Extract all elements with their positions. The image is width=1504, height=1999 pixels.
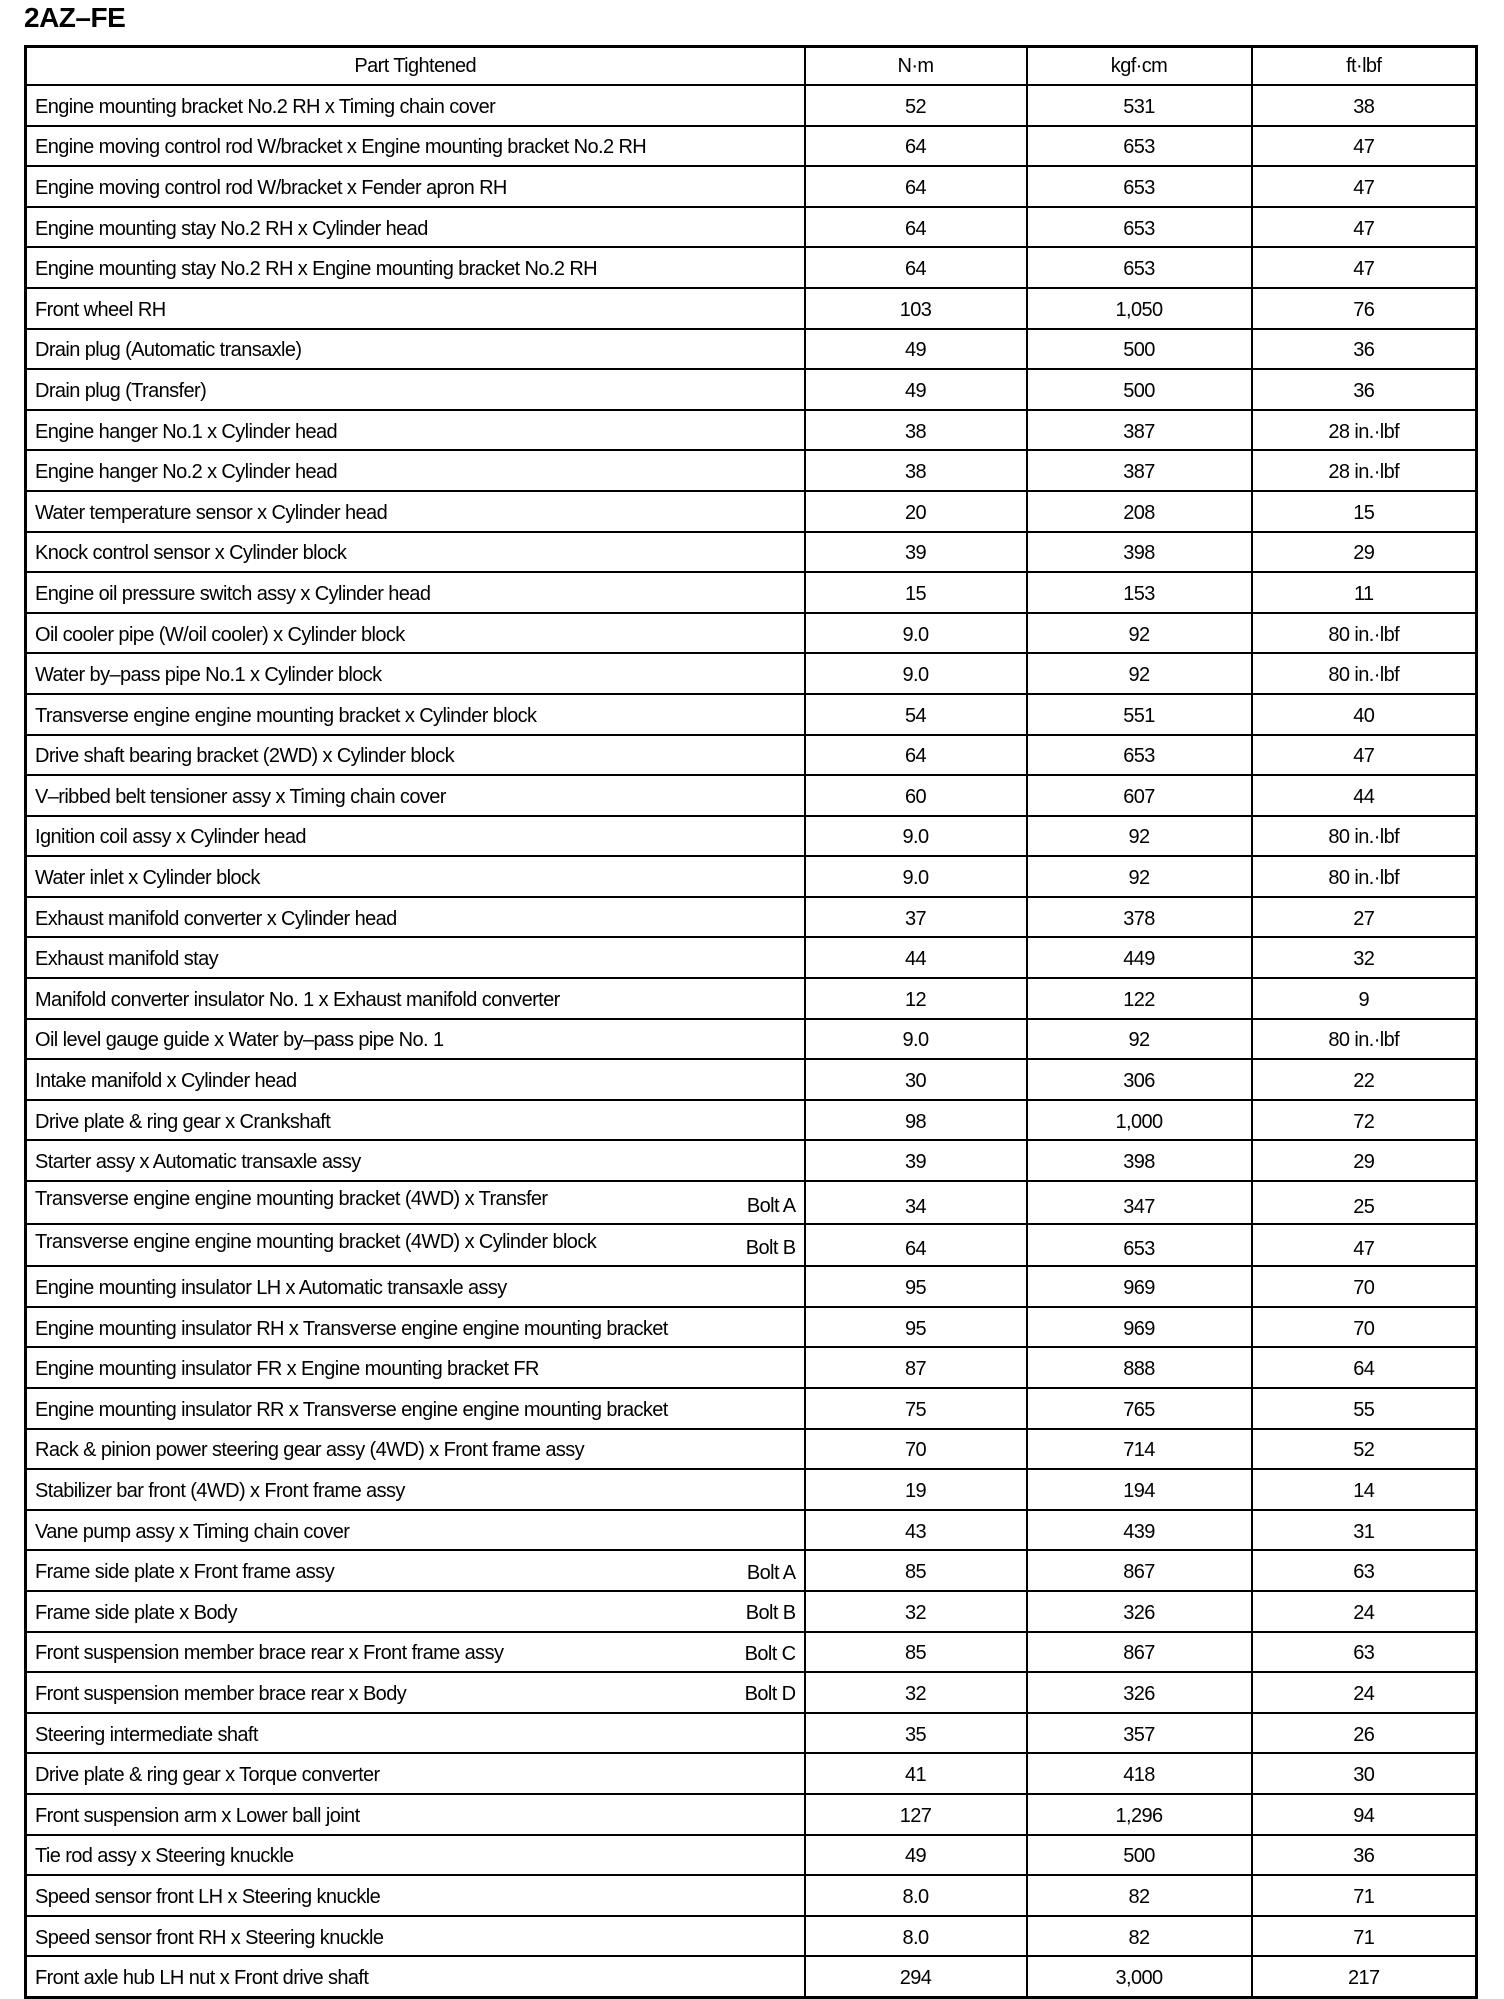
nm-cell: 49 (805, 369, 1027, 410)
table-row (26, 126, 1477, 167)
kgfcm-cell: 888 (1027, 1347, 1252, 1388)
nm-cell: 44 (805, 937, 1027, 978)
part-name: Exhaust manifold converter x Cylinder head (35, 907, 397, 930)
part-name: Engine mounting stay No.2 RH x Engine mounting bracket No.2 RH (35, 258, 597, 281)
table-row (26, 1347, 1477, 1388)
kgfcm-cell: 1,050 (1027, 288, 1252, 329)
ftlbf-cell: 36 (1252, 329, 1477, 370)
nm-cell: 15 (805, 572, 1027, 613)
table-row (26, 1550, 1477, 1591)
part-name: Engine oil pressure switch assy x Cylinder head (35, 582, 431, 605)
kgfcm-cell: 867 (1027, 1632, 1252, 1673)
nm-cell: 43 (805, 1510, 1027, 1551)
ftlbf-cell: 52 (1252, 1429, 1477, 1470)
ftlbf-cell: 72 (1252, 1100, 1477, 1141)
part-name: Drive plate & ring gear x Crankshaft (35, 1110, 331, 1133)
ftlbf-cell: 28 in.·lbf (1252, 410, 1477, 451)
table-row (26, 207, 1477, 248)
ftlbf-cell: 32 (1252, 937, 1477, 978)
part-name: Engine mounting stay No.2 RH x Cylinder head (35, 217, 428, 240)
table-row (26, 1469, 1477, 1510)
ftlbf-cell: 80 in.·lbf (1252, 653, 1477, 694)
table-row (26, 1266, 1477, 1307)
kgfcm-cell: 867 (1027, 1550, 1252, 1591)
kgfcm-cell: 531 (1027, 85, 1252, 126)
part-name: Speed sensor front LH x Steering knuckle (35, 1885, 381, 1908)
part-cell (26, 491, 805, 532)
nm-cell: 30 (805, 1059, 1027, 1100)
kgfcm-cell: 449 (1027, 937, 1252, 978)
kgfcm-cell: 92 (1027, 816, 1252, 857)
part-cell (26, 1266, 805, 1307)
table-row (26, 937, 1477, 978)
nm-cell: 8.0 (805, 1875, 1027, 1916)
ftlbf-cell: 80 in.·lbf (1252, 613, 1477, 654)
ftlbf-cell: 64 (1252, 1347, 1477, 1388)
kgfcm-cell: 398 (1027, 532, 1252, 573)
part-name: Steering intermediate shaft (35, 1723, 258, 1746)
table-row (26, 1510, 1477, 1551)
column-header-kgfcm: kgf·cm (1027, 47, 1252, 86)
part-cell (26, 937, 805, 978)
table-row (26, 1059, 1477, 1100)
bolt-label: Bolt A (746, 1561, 796, 1584)
nm-cell: 64 (805, 126, 1027, 167)
nm-cell: 37 (805, 897, 1027, 938)
part-name: Stabilizer bar front (4WD) x Front frame assy (35, 1479, 405, 1502)
kgfcm-cell: 194 (1027, 1469, 1252, 1510)
table-row (26, 978, 1477, 1019)
ftlbf-cell: 71 (1252, 1916, 1477, 1957)
kgfcm-cell: 653 (1027, 126, 1252, 167)
ftlbf-cell: 47 (1252, 207, 1477, 248)
part-name: Ignition coil assy x Cylinder head (35, 826, 306, 849)
kgfcm-cell: 398 (1027, 1140, 1252, 1181)
table-row (26, 613, 1477, 654)
part-name: Drain plug (Transfer) (35, 379, 207, 402)
part-name: Rack & pinion power steering gear assy (4WD) x Front frame assy (35, 1439, 585, 1462)
part-cell (26, 369, 805, 410)
part-cell (26, 1469, 805, 1510)
table-row (26, 775, 1477, 816)
part-name: Speed sensor front RH x Steering knuckle (35, 1926, 384, 1949)
part-name: Water temperature sensor x Cylinder head (35, 501, 388, 524)
kgfcm-cell: 551 (1027, 694, 1252, 735)
kgfcm-cell: 969 (1027, 1266, 1252, 1307)
part-cell (26, 572, 805, 613)
table-row (26, 735, 1477, 776)
part-cell (26, 85, 805, 126)
nm-cell: 49 (805, 1835, 1027, 1876)
ftlbf-cell: 29 (1252, 1140, 1477, 1181)
part-name: Transverse engine engine mounting bracket x Cylinder block (35, 704, 537, 727)
ftlbf-cell: 63 (1252, 1550, 1477, 1591)
table-row (26, 1140, 1477, 1181)
part-name: Engine mounting insulator LH x Automatic transaxle assy (35, 1277, 507, 1300)
nm-cell: 103 (805, 288, 1027, 329)
table-row (26, 410, 1477, 451)
table-row (26, 491, 1477, 532)
ftlbf-cell: 80 in.·lbf (1252, 816, 1477, 857)
nm-cell: 9.0 (805, 856, 1027, 897)
ftlbf-cell: 80 in.·lbf (1252, 1019, 1477, 1060)
nm-cell: 9.0 (805, 816, 1027, 857)
ftlbf-cell: 11 (1252, 572, 1477, 613)
ftlbf-cell: 36 (1252, 1835, 1477, 1876)
bolt-label: Bolt C (744, 1642, 796, 1665)
part-cell (26, 1510, 805, 1551)
part-cell (26, 978, 805, 1019)
part-name: Oil level gauge guide x Water by–pass pipe No. 1 (35, 1029, 444, 1052)
table-row (26, 1794, 1477, 1835)
part-name: Front suspension arm x Lower ball joint (35, 1804, 360, 1827)
table-row (26, 856, 1477, 897)
nm-cell: 39 (805, 1140, 1027, 1181)
part-name: Manifold converter insulator No. 1 x Exhaust manifold converter (35, 988, 560, 1011)
nm-cell: 38 (805, 410, 1027, 451)
nm-cell: 32 (805, 1591, 1027, 1632)
kgfcm-cell: 439 (1027, 1510, 1252, 1551)
part-cell (26, 1713, 805, 1754)
ftlbf-cell: 29 (1252, 532, 1477, 573)
part-cell (26, 1019, 805, 1060)
ftlbf-cell: 15 (1252, 491, 1477, 532)
kgfcm-cell: 653 (1027, 207, 1252, 248)
kgfcm-cell: 92 (1027, 856, 1252, 897)
part-name: Water inlet x Cylinder block (35, 867, 260, 890)
ftlbf-cell: 55 (1252, 1388, 1477, 1429)
column-header-nm: N·m (805, 47, 1027, 86)
part-cell (26, 775, 805, 816)
kgfcm-cell: 92 (1027, 1019, 1252, 1060)
ftlbf-cell: 38 (1252, 85, 1477, 126)
part-name: Engine mounting insulator RR x Transverse engine engine mounting bracket (35, 1398, 668, 1421)
part-name: Front suspension member brace rear x Front frame assy (35, 1642, 504, 1665)
kgfcm-cell: 82 (1027, 1916, 1252, 1957)
part-name: Engine mounting insulator FR x Engine mounting bracket FR (35, 1358, 539, 1381)
kgfcm-cell: 387 (1027, 410, 1252, 451)
part-cell (26, 1307, 805, 1348)
part-cell (26, 1875, 805, 1916)
table-row (26, 816, 1477, 857)
part-cell (26, 1672, 805, 1713)
ftlbf-cell: 28 in.·lbf (1252, 450, 1477, 491)
part-name: Engine hanger No.2 x Cylinder head (35, 461, 338, 484)
kgfcm-cell: 153 (1027, 572, 1252, 613)
kgfcm-cell: 714 (1027, 1429, 1252, 1470)
nm-cell: 49 (805, 329, 1027, 370)
part-name: Engine mounting insulator RH x Transverse engine engine mounting bracket (35, 1317, 668, 1340)
column-header-part: Part Tightened (26, 47, 805, 86)
part-cell (26, 1140, 805, 1181)
kgfcm-cell: 500 (1027, 329, 1252, 370)
nm-cell: 98 (805, 1100, 1027, 1141)
part-name: Exhaust manifold stay (35, 948, 219, 971)
table-row (26, 1224, 1477, 1267)
kgfcm-cell: 326 (1027, 1672, 1252, 1713)
ftlbf-cell: 63 (1252, 1632, 1477, 1673)
part-name: Knock control sensor x Cylinder block (35, 542, 347, 565)
part-cell (26, 1956, 805, 1997)
bolt-label: Bolt D (744, 1683, 796, 1706)
part-cell (26, 126, 805, 167)
nm-cell: 9.0 (805, 1019, 1027, 1060)
kgfcm-cell: 378 (1027, 897, 1252, 938)
ftlbf-cell: 71 (1252, 1875, 1477, 1916)
part-cell (26, 1388, 805, 1429)
ftlbf-cell: 47 (1252, 735, 1477, 776)
ftlbf-cell: 27 (1252, 897, 1477, 938)
ftlbf-cell: 70 (1252, 1266, 1477, 1307)
ftlbf-cell: 30 (1252, 1753, 1477, 1794)
ftlbf-cell: 40 (1252, 694, 1477, 735)
table-row (26, 85, 1477, 126)
ftlbf-cell: 9 (1252, 978, 1477, 1019)
table-header-row (26, 47, 1477, 86)
part-cell (26, 1632, 805, 1673)
table-row (26, 1916, 1477, 1957)
part-cell (26, 247, 805, 288)
part-cell (26, 694, 805, 735)
table-row (26, 1591, 1477, 1632)
ftlbf-cell: 217 (1252, 1956, 1477, 1997)
table-row (26, 1100, 1477, 1141)
kgfcm-cell: 418 (1027, 1753, 1252, 1794)
part-cell (26, 166, 805, 207)
table-row (26, 329, 1477, 370)
nm-cell: 87 (805, 1347, 1027, 1388)
nm-cell: 75 (805, 1388, 1027, 1429)
table-row (26, 166, 1477, 207)
part-name: Frame side plate x Front frame assy (35, 1561, 335, 1584)
part-cell (26, 1550, 805, 1591)
kgfcm-cell: 208 (1027, 491, 1252, 532)
kgfcm-cell: 653 (1027, 1224, 1252, 1267)
kgfcm-cell: 326 (1027, 1591, 1252, 1632)
ftlbf-cell: 36 (1252, 369, 1477, 410)
table-row (26, 572, 1477, 613)
part-cell (26, 856, 805, 897)
nm-cell: 95 (805, 1266, 1027, 1307)
kgfcm-cell: 387 (1027, 450, 1252, 491)
nm-cell: 32 (805, 1672, 1027, 1713)
table-row (26, 1429, 1477, 1470)
part-cell (26, 735, 805, 776)
bolt-label: Bolt B (745, 1237, 796, 1260)
table-row (26, 532, 1477, 573)
part-name: Tie rod assy x Steering knuckle (35, 1845, 294, 1868)
table-row (26, 1307, 1477, 1348)
nm-cell: 64 (805, 207, 1027, 248)
table-row (26, 1181, 1477, 1224)
ftlbf-cell: 80 in.·lbf (1252, 856, 1477, 897)
nm-cell: 54 (805, 694, 1027, 735)
part-cell (26, 207, 805, 248)
part-name: Drive plate & ring gear x Torque converter (35, 1764, 380, 1787)
table-row (26, 897, 1477, 938)
nm-cell: 85 (805, 1550, 1027, 1591)
nm-cell: 64 (805, 1224, 1027, 1267)
ftlbf-cell: 14 (1252, 1469, 1477, 1510)
ftlbf-cell: 25 (1252, 1181, 1477, 1224)
part-cell (26, 1429, 805, 1470)
kgfcm-cell: 347 (1027, 1181, 1252, 1224)
ftlbf-cell: 26 (1252, 1713, 1477, 1754)
part-name: Vane pump assy x Timing chain cover (35, 1520, 350, 1543)
table-row (26, 653, 1477, 694)
part-name: Front suspension member brace rear x Body (35, 1682, 407, 1705)
ftlbf-cell: 94 (1252, 1794, 1477, 1835)
part-cell (26, 1100, 805, 1141)
ftlbf-cell: 24 (1252, 1591, 1477, 1632)
nm-cell: 294 (805, 1956, 1027, 1997)
kgfcm-cell: 500 (1027, 369, 1252, 410)
part-cell (26, 1059, 805, 1100)
part-name: Drain plug (Automatic transaxle) (35, 339, 302, 362)
nm-cell: 64 (805, 166, 1027, 207)
part-name: Transverse engine engine mounting bracket (4WD) x Transfer (35, 1188, 548, 1211)
part-name: Engine hanger No.1 x Cylinder head (35, 420, 338, 443)
part-cell (26, 1224, 805, 1267)
part-cell (26, 410, 805, 451)
part-name: Frame side plate x Body (35, 1601, 237, 1624)
part-cell (26, 613, 805, 654)
ftlbf-cell: 47 (1252, 247, 1477, 288)
column-header-ftlbf: ft·lbf (1252, 47, 1477, 86)
part-name: Oil cooler pipe (W/oil cooler) x Cylinder block (35, 623, 405, 646)
part-name: Intake manifold x Cylinder head (35, 1070, 297, 1093)
part-cell (26, 897, 805, 938)
nm-cell: 60 (805, 775, 1027, 816)
table-row (26, 450, 1477, 491)
ftlbf-cell: 44 (1252, 775, 1477, 816)
kgfcm-cell: 653 (1027, 247, 1252, 288)
table-row (26, 1632, 1477, 1673)
kgfcm-cell: 653 (1027, 735, 1252, 776)
nm-cell: 19 (805, 1469, 1027, 1510)
part-cell (26, 1181, 805, 1224)
ftlbf-cell: 24 (1252, 1672, 1477, 1713)
kgfcm-cell: 92 (1027, 653, 1252, 694)
ftlbf-cell: 70 (1252, 1307, 1477, 1348)
part-cell (26, 532, 805, 573)
part-name: Front axle hub LH nut x Front drive shaft (35, 1967, 369, 1990)
nm-cell: 64 (805, 247, 1027, 288)
table-row (26, 288, 1477, 329)
part-cell (26, 329, 805, 370)
part-name: Drive shaft bearing bracket (2WD) x Cylinder block (35, 745, 455, 768)
kgfcm-cell: 82 (1027, 1875, 1252, 1916)
part-cell (26, 450, 805, 491)
table-row (26, 1019, 1477, 1060)
part-cell (26, 288, 805, 329)
table-row (26, 1835, 1477, 1876)
nm-cell: 12 (805, 978, 1027, 1019)
nm-cell: 85 (805, 1632, 1027, 1673)
kgfcm-cell: 1,000 (1027, 1100, 1252, 1141)
kgfcm-cell: 306 (1027, 1059, 1252, 1100)
page-title: 2AZ–FE (24, 2, 126, 33)
part-cell (26, 1591, 805, 1632)
part-cell (26, 1916, 805, 1957)
part-cell (26, 653, 805, 694)
part-name: Starter assy x Automatic transaxle assy (35, 1151, 361, 1174)
part-cell (26, 1753, 805, 1794)
nm-cell: 41 (805, 1753, 1027, 1794)
part-name: Engine mounting bracket No.2 RH x Timing chain cover (35, 95, 496, 118)
part-cell (26, 1794, 805, 1835)
part-name: Water by–pass pipe No.1 x Cylinder block (35, 664, 382, 687)
ftlbf-cell: 31 (1252, 1510, 1477, 1551)
table-row (26, 1672, 1477, 1713)
kgfcm-cell: 3,000 (1027, 1956, 1252, 1997)
table-row (26, 1713, 1477, 1754)
bolt-label: Bolt B (745, 1602, 796, 1625)
ftlbf-cell: 47 (1252, 126, 1477, 167)
nm-cell: 127 (805, 1794, 1027, 1835)
kgfcm-cell: 1,296 (1027, 1794, 1252, 1835)
part-name: Front wheel RH (35, 298, 166, 321)
nm-cell: 8.0 (805, 1916, 1027, 1957)
table-row (26, 369, 1477, 410)
nm-cell: 39 (805, 532, 1027, 573)
nm-cell: 52 (805, 85, 1027, 126)
nm-cell: 35 (805, 1713, 1027, 1754)
nm-cell: 9.0 (805, 613, 1027, 654)
nm-cell: 20 (805, 491, 1027, 532)
kgfcm-cell: 969 (1027, 1307, 1252, 1348)
table-row (26, 247, 1477, 288)
kgfcm-cell: 653 (1027, 166, 1252, 207)
bolt-label: Bolt A (746, 1194, 796, 1217)
nm-cell: 64 (805, 735, 1027, 776)
nm-cell: 34 (805, 1181, 1027, 1224)
kgfcm-cell: 500 (1027, 1835, 1252, 1876)
ftlbf-cell: 22 (1252, 1059, 1477, 1100)
kgfcm-cell: 765 (1027, 1388, 1252, 1429)
table-row (26, 1753, 1477, 1794)
table-row (26, 1875, 1477, 1916)
ftlbf-cell: 47 (1252, 1224, 1477, 1267)
kgfcm-cell: 607 (1027, 775, 1252, 816)
torque-specification-table (24, 45, 1478, 1999)
part-cell (26, 1347, 805, 1388)
part-name: Transverse engine engine mounting bracket (4WD) x Cylinder block (35, 1230, 597, 1253)
ftlbf-cell: 47 (1252, 166, 1477, 207)
part-name: Engine moving control rod W/bracket x Fender apron RH (35, 176, 507, 199)
part-name: V–ribbed belt tensioner assy x Timing chain cover (35, 785, 446, 808)
nm-cell: 70 (805, 1429, 1027, 1470)
table-row (26, 694, 1477, 735)
ftlbf-cell: 76 (1252, 288, 1477, 329)
kgfcm-cell: 357 (1027, 1713, 1252, 1754)
table-row (26, 1388, 1477, 1429)
nm-cell: 9.0 (805, 653, 1027, 694)
part-name: Engine moving control rod W/bracket x Engine mounting bracket No.2 RH (35, 136, 647, 159)
part-cell (26, 816, 805, 857)
part-cell (26, 1835, 805, 1876)
kgfcm-cell: 122 (1027, 978, 1252, 1019)
nm-cell: 95 (805, 1307, 1027, 1348)
nm-cell: 38 (805, 450, 1027, 491)
kgfcm-cell: 92 (1027, 613, 1252, 654)
table-row (26, 1956, 1477, 1997)
